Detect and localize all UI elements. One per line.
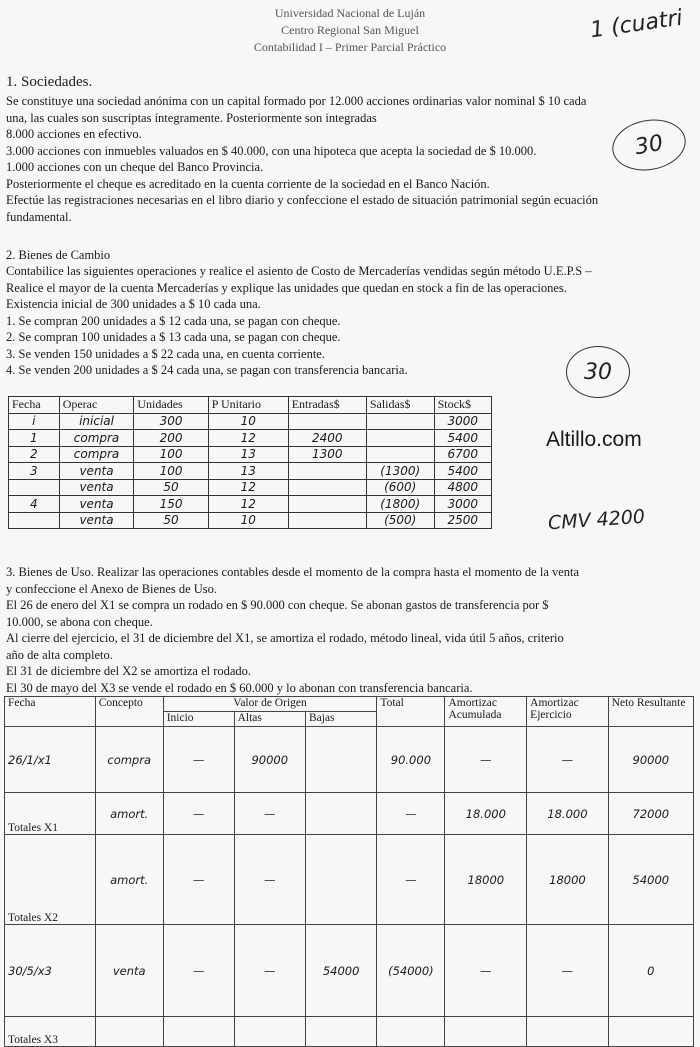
inventory-cell: venta bbox=[59, 479, 134, 496]
section2-title: 2. Bienes de Cambio bbox=[6, 248, 111, 262]
inventory-cell bbox=[366, 446, 434, 463]
inventory-cell bbox=[288, 413, 366, 430]
inventory-table bbox=[8, 396, 492, 529]
asset-cell-fecha: 26/1/x1 bbox=[5, 727, 96, 793]
asset-cell-bajas bbox=[305, 835, 376, 925]
asset-row bbox=[5, 727, 694, 793]
inventory-cell: 4800 bbox=[434, 479, 491, 496]
inventory-cell: 3000 bbox=[434, 496, 491, 513]
inventory-cell: 12 bbox=[208, 496, 288, 513]
inventory-header-cell: Entradas$ bbox=[288, 397, 366, 414]
section1-line: una, las cuales son suscriptas íntegramente. Posteriormente son integradas bbox=[6, 110, 377, 125]
inventory-cell: 50 bbox=[134, 512, 208, 529]
asset-cell-fecha: Totales X2 bbox=[5, 835, 96, 925]
section3-line: 10.000, se abona con cheque. bbox=[6, 614, 153, 629]
inventory-header-cell: P Unitario bbox=[208, 397, 288, 414]
section1-line: 1.000 acciones con un cheque del Banco Provincia. bbox=[6, 160, 264, 174]
inventory-cell: 50 bbox=[134, 479, 208, 496]
inventory-header-cell: Unidades bbox=[134, 397, 208, 414]
col-total: Total bbox=[377, 697, 445, 727]
section1-title: 1. Sociedades. bbox=[6, 74, 93, 90]
inventory-cell: 13 bbox=[208, 463, 288, 480]
section1-line: 8.000 acciones en efectivo. bbox=[6, 127, 142, 141]
asset-cell-total: — bbox=[377, 793, 445, 835]
inventory-cell: 1300 bbox=[288, 446, 366, 463]
inventory-cell: 2500 bbox=[434, 512, 491, 529]
section1-line: Posteriormente el cheque es acreditado en la cuenta corriente de la sociedad en el Banco Nación. bbox=[6, 176, 490, 191]
inventory-cell: 12 bbox=[208, 479, 288, 496]
asset-cell-ejercicio: — bbox=[527, 925, 609, 1017]
inventory-header-cell: Fecha bbox=[9, 397, 60, 414]
asset-cell-fecha: Totales X3 bbox=[5, 1017, 96, 1047]
section2-line: 2. Se compran 100 unidades a $ 13 cada una, se pagan con cheque. bbox=[6, 330, 341, 344]
section1-line: Efectúe las registraciones necesarias en el libro diario y confeccione el estado de situación patrimonial según ecuación bbox=[6, 193, 599, 207]
section3-line: El 31 de diciembre del X2 se amortiza el rodado. bbox=[6, 664, 252, 678]
university-name: Universidad Nacional de Luján bbox=[274, 6, 426, 20]
inventory-cell: (1300) bbox=[366, 463, 434, 480]
inventory-row bbox=[9, 512, 492, 529]
inventory-cell: 2 bbox=[9, 446, 60, 463]
inventory-cell: (1800) bbox=[366, 496, 434, 513]
col-amort-ejercicio: Amortizac Ejercicio bbox=[527, 697, 609, 727]
section1-grade: 30 bbox=[608, 114, 690, 176]
inventory-header-cell: Salidas$ bbox=[366, 397, 434, 414]
asset-cell-fecha: Totales X1 bbox=[5, 793, 96, 835]
inventory-cell bbox=[366, 413, 434, 430]
inventory-cell: 13 bbox=[208, 446, 288, 463]
col-inicio: Inicio bbox=[163, 712, 234, 727]
col-neto: Neto Resultante bbox=[608, 697, 693, 727]
asset-cell-ejercicio: 18.000 bbox=[527, 793, 609, 835]
inventory-cell: 5400 bbox=[434, 430, 491, 447]
asset-row bbox=[5, 835, 694, 925]
asset-cell-altas: — bbox=[234, 925, 305, 1017]
cmv-note: CMV 4200 bbox=[547, 505, 646, 535]
asset-cell-altas: — bbox=[234, 793, 305, 835]
inventory-cell bbox=[288, 479, 366, 496]
asset-cell-concepto: amort. bbox=[95, 835, 163, 925]
inventory-cell bbox=[366, 430, 434, 447]
asset-cell-total bbox=[377, 1017, 445, 1047]
inventory-cell: 2400 bbox=[288, 430, 366, 447]
inventory-cell: 200 bbox=[134, 430, 208, 447]
asset-cell-bajas bbox=[305, 1017, 376, 1047]
asset-cell-inicio bbox=[163, 1017, 234, 1047]
asset-cell-total: — bbox=[377, 835, 445, 925]
asset-cell-ejercicio bbox=[527, 1017, 609, 1047]
asset-cell-concepto: compra bbox=[95, 727, 163, 793]
asset-cell-ejercicio: 18000 bbox=[527, 835, 609, 925]
inventory-cell: 3 bbox=[9, 463, 60, 480]
inventory-cell: venta bbox=[59, 463, 134, 480]
inventory-cell: venta bbox=[59, 512, 134, 529]
fixed-assets-table bbox=[4, 696, 694, 1047]
inventory-row bbox=[9, 430, 492, 447]
asset-cell-total: (54000) bbox=[377, 925, 445, 1017]
section3-line: 3. Bienes de Uso. Realizar las operaciones contables desde el momento de la compra hasta el momento de la venta bbox=[6, 565, 580, 579]
inventory-cell: 5400 bbox=[434, 463, 491, 480]
inventory-row bbox=[9, 496, 492, 513]
inventory-cell: 12 bbox=[208, 430, 288, 447]
asset-cell-acum: 18000 bbox=[445, 835, 527, 925]
section2-line: 3. Se venden 150 unidades a $ 22 cada una, en cuenta corriente. bbox=[6, 346, 325, 361]
inventory-cell: i bbox=[9, 413, 60, 430]
inventory-cell: 4 bbox=[9, 496, 60, 513]
exam-subject: Contabilidad I – Primer Parcial Práctico bbox=[253, 40, 447, 54]
inventory-cell bbox=[288, 496, 366, 513]
asset-cell-neto bbox=[608, 1017, 693, 1047]
watermark: Altillo.com bbox=[546, 428, 642, 451]
inventory-cell: 10 bbox=[208, 413, 288, 430]
asset-cell-inicio: — bbox=[163, 727, 234, 793]
asset-cell-bajas: 54000 bbox=[305, 925, 376, 1017]
asset-cell-total: 90.000 bbox=[377, 727, 445, 793]
col-concepto: Concepto bbox=[95, 697, 163, 727]
asset-cell-neto: 0 bbox=[608, 925, 693, 1017]
section2-line: Contabilice las siguientes operaciones y realice el asiento de Costo de Mercaderías vendidas según método U.E.P.S – bbox=[6, 264, 592, 278]
asset-cell-acum: 18.000 bbox=[445, 793, 527, 835]
asset-cell-bajas bbox=[305, 727, 376, 793]
section2-line: Realice el mayor de la cuenta Mercaderías y explique las unidades que quedan en stock a fin de las operaciones. bbox=[6, 280, 567, 295]
section3-line: y confeccione el Anexo de Bienes de Uso. bbox=[6, 581, 218, 596]
asset-cell-acum: — bbox=[445, 925, 527, 1017]
section2-line: Existencia inicial de 300 unidades a $ 10 cada una. bbox=[6, 297, 261, 311]
col-fecha: Fecha bbox=[5, 697, 96, 727]
asset-cell-inicio: — bbox=[163, 835, 234, 925]
inventory-header-cell: Stock$ bbox=[434, 397, 491, 414]
inventory-cell: (500) bbox=[366, 512, 434, 529]
section1-line: fundamental. bbox=[6, 209, 72, 224]
inventory-cell bbox=[9, 512, 60, 529]
asset-cell-acum bbox=[445, 1017, 527, 1047]
inventory-cell: 300 bbox=[134, 413, 208, 430]
section1-line: Se constituye una sociedad anónima con un capital formado por 12.000 acciones ordinarias valor nominal $ 10 cada bbox=[6, 94, 587, 108]
asset-row bbox=[5, 1017, 694, 1047]
asset-cell-concepto: amort. bbox=[95, 793, 163, 835]
inventory-cell bbox=[9, 479, 60, 496]
col-valor-origen: Valor de Origen bbox=[163, 697, 377, 712]
section2-line: 1. Se compran 200 unidades a $ 12 cada una, se pagan con cheque. bbox=[6, 313, 341, 328]
inventory-cell: (600) bbox=[366, 479, 434, 496]
col-amort-acumulada: Amortizac Acumulada bbox=[445, 697, 527, 727]
asset-cell-fecha: 30/5/x3 bbox=[5, 925, 96, 1017]
inventory-cell: compra bbox=[59, 446, 134, 463]
inventory-cell: 100 bbox=[134, 446, 208, 463]
asset-cell-concepto bbox=[95, 1017, 163, 1047]
inventory-cell: inicial bbox=[59, 413, 134, 430]
inventory-cell: 3000 bbox=[434, 413, 491, 430]
asset-row bbox=[5, 925, 694, 1017]
col-bajas: Bajas bbox=[305, 712, 376, 727]
asset-cell-altas: — bbox=[234, 835, 305, 925]
inventory-row bbox=[9, 413, 492, 430]
asset-cell-neto: 72000 bbox=[608, 793, 693, 835]
inventory-header-cell: Operac bbox=[59, 397, 134, 414]
asset-cell-ejercicio: — bbox=[527, 727, 609, 793]
section2-line: 4. Se venden 200 unidades a $ 24 cada una, se pagan con transferencia bancaria. bbox=[6, 363, 408, 377]
asset-cell-acum: — bbox=[445, 727, 527, 793]
inventory-cell: compra bbox=[59, 430, 134, 447]
inventory-cell: 10 bbox=[208, 512, 288, 529]
inventory-cell: venta bbox=[59, 496, 134, 513]
inventory-cell: 6700 bbox=[434, 446, 491, 463]
asset-cell-inicio: — bbox=[163, 925, 234, 1017]
inventory-row bbox=[9, 446, 492, 463]
section3-line: año de alta completo. bbox=[6, 647, 113, 662]
inventory-cell: 1 bbox=[9, 430, 60, 447]
asset-cell-altas bbox=[234, 1017, 305, 1047]
inventory-cell: 150 bbox=[134, 496, 208, 513]
inventory-cell: 100 bbox=[134, 463, 208, 480]
inventory-row bbox=[9, 463, 492, 480]
corner-note: 1 (cuatri bbox=[588, 5, 685, 44]
col-altas: Altas bbox=[234, 712, 305, 727]
inventory-row bbox=[9, 479, 492, 496]
inventory-cell bbox=[288, 463, 366, 480]
inventory-cell bbox=[288, 512, 366, 529]
regional-center: Centro Regional San Miguel bbox=[281, 23, 419, 37]
section2-grade: 30 bbox=[566, 346, 630, 398]
asset-cell-bajas bbox=[305, 793, 376, 835]
asset-cell-altas: 90000 bbox=[234, 727, 305, 793]
asset-row bbox=[5, 793, 694, 835]
section3-line: El 30 de mayo del X3 se vende el rodado en $ 60.000 y lo abonan con transferencia bancaria. bbox=[6, 680, 473, 695]
section3-line: Al cierre del ejercicio, el 31 de diciembre del X1, se amortiza el rodado, método lineal, vida útil 5 años, criterio bbox=[6, 631, 564, 645]
asset-cell-inicio: — bbox=[163, 793, 234, 835]
section3-line: El 26 de enero del X1 se compra un rodado en $ 90.000 con cheque. Se abonan gastos de transferencia por $ bbox=[6, 598, 549, 612]
asset-cell-concepto: venta bbox=[95, 925, 163, 1017]
asset-cell-neto: 54000 bbox=[608, 835, 693, 925]
asset-cell-neto: 90000 bbox=[608, 727, 693, 793]
section1-line: 3.000 acciones con inmuebles valuados en $ 40.000, con una hipoteca que acepta la sociedad de $ 10.000. bbox=[6, 143, 537, 158]
inventory-table-header bbox=[9, 397, 492, 414]
